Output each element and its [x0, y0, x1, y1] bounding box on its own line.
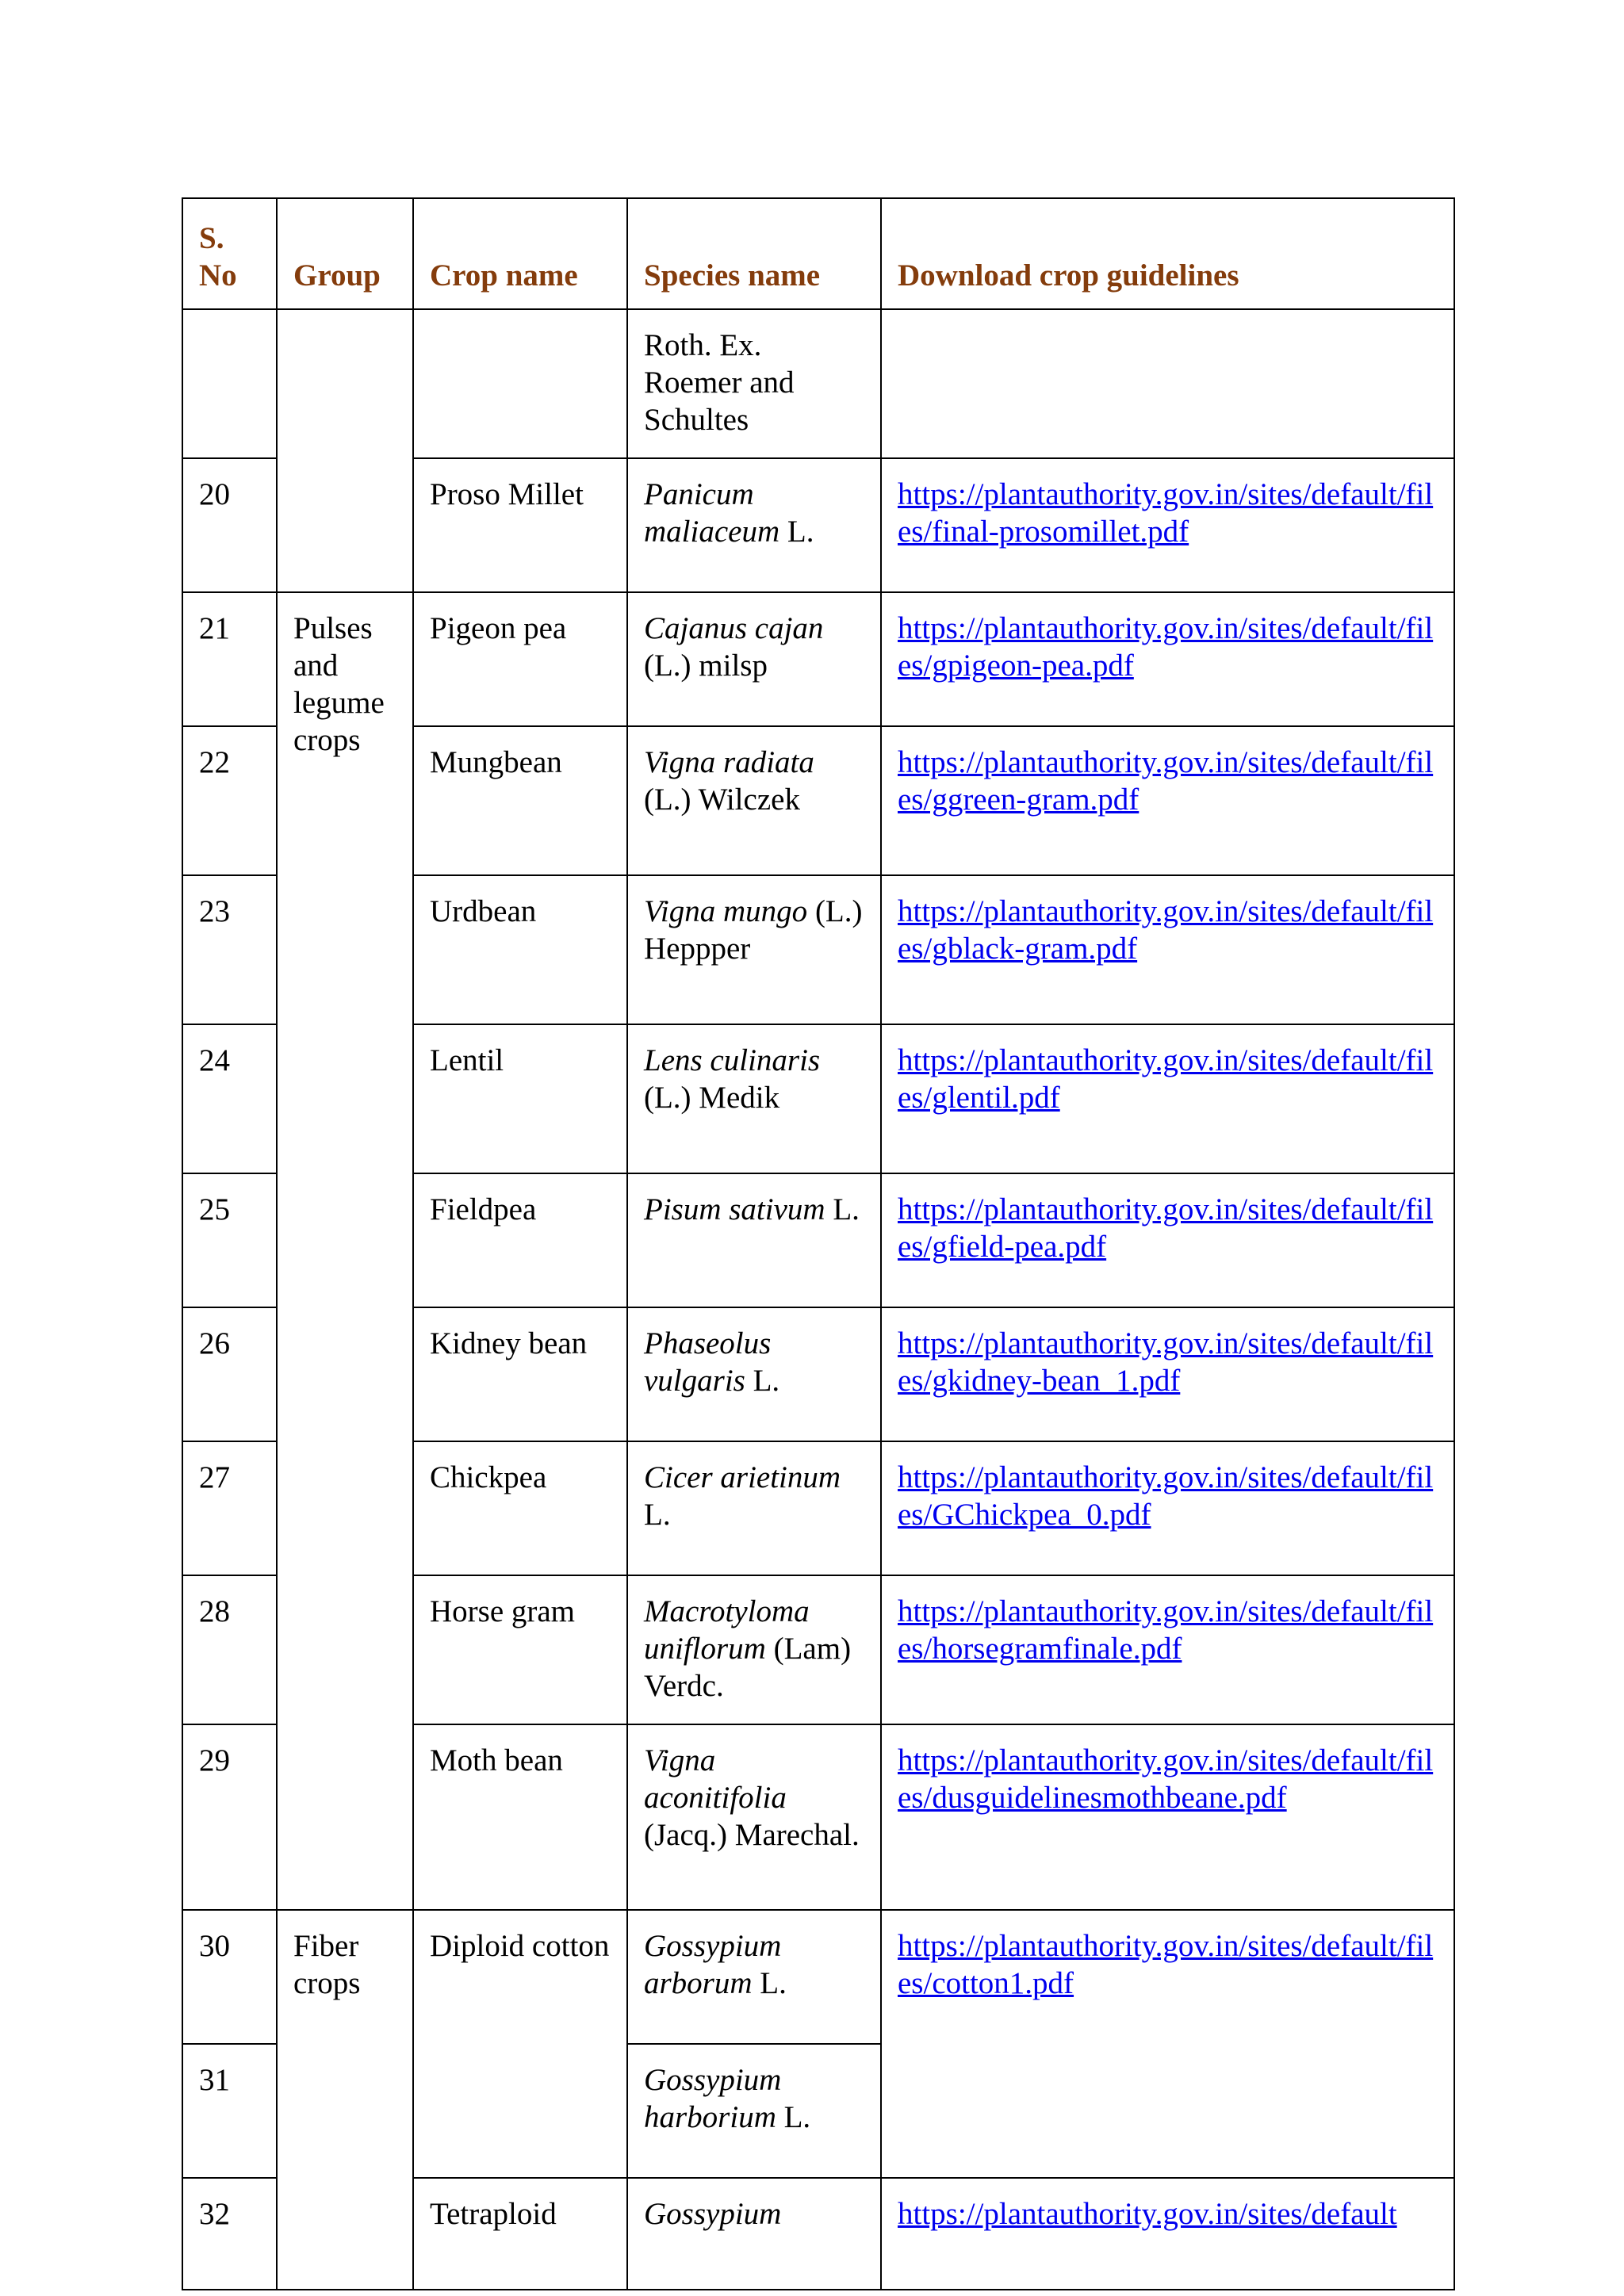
download-cell: [881, 458, 1454, 592]
table-row: [182, 592, 1454, 726]
species-cell: Pisum sativum L.: [627, 1173, 881, 1307]
sno-cell: 20: [182, 458, 277, 592]
guideline-link[interactable]: https://plantauthority.gov.in/sites/default/files/gkidney-bean_1.pdf: [898, 1326, 1434, 1398]
crop-cell: Moth bean: [413, 1724, 627, 1910]
guideline-link[interactable]: https://plantauthority.gov.in/sites/default/files/final-prosomillet.pdf: [898, 477, 1434, 549]
sno-cell: 22: [182, 726, 277, 875]
crop-guidelines-table: [182, 197, 1455, 2290]
guideline-link[interactable]: https://plantauthority.gov.in/sites/default/files/horsegramfinale.pdf: [898, 1594, 1434, 1666]
crop-cell: Kidney bean: [413, 1307, 627, 1441]
download-cell: [881, 1307, 1454, 1441]
download-cell: [881, 726, 1454, 875]
sno-cell: 31: [182, 2044, 277, 2178]
crop-cell: Mungbean: [413, 726, 627, 875]
species-cell: Gossypium arborum L.: [627, 1910, 881, 2044]
crop-cell: Diploid cotton: [413, 1910, 627, 2178]
guideline-link[interactable]: https://plantauthority.gov.in/sites/default: [898, 2197, 1397, 2231]
download-cell: [881, 592, 1454, 726]
header-sno: S. No: [182, 198, 277, 309]
crop-cell: Tetraploid: [413, 2178, 627, 2290]
crop-cell: Chickpea: [413, 1441, 627, 1575]
sno-cell: 26: [182, 1307, 277, 1441]
species-cell: Vigna radiata (L.) Wilczek: [627, 726, 881, 875]
guideline-link[interactable]: https://plantauthority.gov.in/sites/default/files/gfield-pea.pdf: [898, 1192, 1434, 1264]
header-download: Download crop guidelines: [881, 198, 1454, 309]
guideline-link[interactable]: https://plantauthority.gov.in/sites/default/files/ggreen-gram.pdf: [898, 745, 1434, 817]
species-cell: Vigna mungo (L.) Heppper: [627, 875, 881, 1024]
sno-cell: 30: [182, 1910, 277, 2044]
sno-cell: 23: [182, 875, 277, 1024]
guideline-link[interactable]: https://plantauthority.gov.in/sites/default/files/GChickpea_0.pdf: [898, 1460, 1434, 1532]
species-cell: Phaseolus vulgaris L.: [627, 1307, 881, 1441]
species-cell: Panicum maliaceum L.: [627, 458, 881, 592]
sno-cell: 32: [182, 2178, 277, 2290]
species-cell: Gossypium harborium L.: [627, 2044, 881, 2178]
header-group: Group: [277, 198, 413, 309]
guideline-link[interactable]: https://plantauthority.gov.in/sites/default/files/gpigeon-pea.pdf: [898, 611, 1434, 683]
download-cell: [881, 1173, 1454, 1307]
crop-cell: Urdbean: [413, 875, 627, 1024]
guideline-link[interactable]: https://plantauthority.gov.in/sites/default/files/cotton1.pdf: [898, 1929, 1434, 2000]
crop-cell: Pigeon pea: [413, 592, 627, 726]
header-species-name: Species name: [627, 198, 881, 309]
guideline-link[interactable]: https://plantauthority.gov.in/sites/default/files/dusguidelinesmothbeane.pdf: [898, 1743, 1434, 1815]
crop-cell: Lentil: [413, 1024, 627, 1173]
species-cell: Vigna aconitifolia (Jacq.) Marechal.: [627, 1724, 881, 1910]
table-row: [182, 309, 1454, 458]
species-cell: Lens culinaris (L.) Medik: [627, 1024, 881, 1173]
group-cell: [277, 309, 413, 592]
download-cell: [881, 309, 1454, 458]
sno-cell: [182, 309, 277, 458]
sno-cell: 24: [182, 1024, 277, 1173]
species-cell: Roth. Ex. Roemer and Schultes: [627, 309, 881, 458]
table-header: [182, 198, 1454, 309]
guideline-link[interactable]: https://plantauthority.gov.in/sites/default/files/glentil.pdf: [898, 1043, 1434, 1115]
sno-cell: 21: [182, 592, 277, 726]
crop-cell: Fieldpea: [413, 1173, 627, 1307]
download-cell: [881, 875, 1454, 1024]
guideline-link[interactable]: https://plantauthority.gov.in/sites/default/files/gblack-gram.pdf: [898, 894, 1434, 966]
species-cell: Cicer arietinum L.: [627, 1441, 881, 1575]
download-cell: [881, 1724, 1454, 1910]
group-cell: Pulses and legume crops: [277, 592, 413, 1910]
sno-cell: 28: [182, 1575, 277, 1724]
crop-cell: [413, 309, 627, 458]
species-cell: Macrotyloma uniflorum (Lam) Verdc.: [627, 1575, 881, 1724]
table-row: [182, 1910, 1454, 2044]
crop-cell: Horse gram: [413, 1575, 627, 1724]
species-cell: Gossypium: [627, 2178, 881, 2290]
sno-cell: 27: [182, 1441, 277, 1575]
crop-cell: Proso Millet: [413, 458, 627, 592]
download-cell: [881, 1024, 1454, 1173]
sno-cell: 25: [182, 1173, 277, 1307]
sno-cell: 29: [182, 1724, 277, 1910]
group-cell: Fiber crops: [277, 1910, 413, 2290]
species-cell: Cajanus cajan (L.) milsp: [627, 592, 881, 726]
header-crop-name: Crop name: [413, 198, 627, 309]
download-cell: [881, 1575, 1454, 1724]
download-cell: [881, 1441, 1454, 1575]
download-cell: [881, 1910, 1454, 2178]
download-cell: [881, 2178, 1454, 2290]
